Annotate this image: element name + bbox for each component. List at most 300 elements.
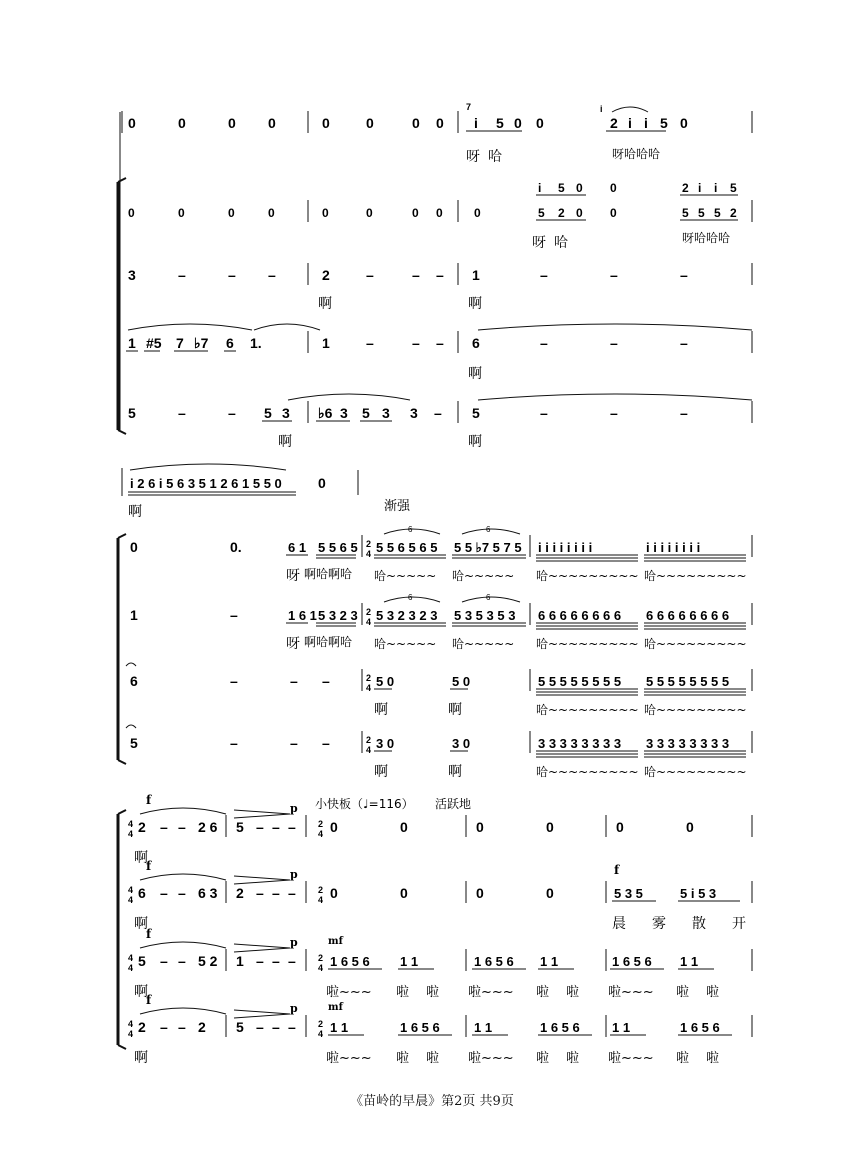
note: – bbox=[290, 673, 298, 689]
lyric: 啦~~~ bbox=[468, 985, 514, 1000]
note: – bbox=[610, 405, 618, 421]
lyric: 啊 bbox=[374, 702, 388, 718]
choir-brace-top bbox=[118, 178, 126, 182]
note: – bbox=[160, 953, 168, 969]
tie bbox=[254, 324, 320, 330]
note: 2 bbox=[610, 115, 618, 131]
note: 3 0 bbox=[376, 736, 395, 751]
time-sig-den: 4 bbox=[366, 549, 372, 559]
note: 1 1 bbox=[474, 1020, 493, 1035]
lyric: 啦~~~ bbox=[608, 1051, 654, 1066]
note: – bbox=[272, 1019, 280, 1035]
note: – bbox=[436, 335, 444, 351]
note: 0 bbox=[412, 115, 420, 131]
note: 1 6 5 6 bbox=[680, 1020, 720, 1035]
note: 5 bbox=[236, 1019, 244, 1035]
lyric: 啦 bbox=[566, 1051, 580, 1066]
time-sig-den: 4 bbox=[366, 745, 372, 755]
time-sig-num: 2 bbox=[318, 953, 324, 963]
decrescendo-hairpin bbox=[234, 944, 290, 948]
note: 5 bbox=[496, 115, 504, 131]
note: 5 2 bbox=[198, 953, 218, 969]
slur bbox=[140, 874, 226, 880]
lyric: 啊 bbox=[468, 434, 482, 450]
dynamic-p: p bbox=[290, 802, 298, 815]
note: 1 1 bbox=[400, 954, 419, 969]
note: 5 5 6 5 bbox=[318, 540, 358, 555]
crescendo-marking: 渐强 bbox=[384, 499, 411, 514]
note: – bbox=[230, 673, 238, 689]
tie bbox=[478, 394, 752, 400]
dynamic-p: p bbox=[290, 936, 298, 949]
note: 5 3 2 3 2 3 bbox=[376, 608, 438, 623]
note: 1 6 5 6 bbox=[474, 954, 514, 969]
note: – bbox=[290, 735, 298, 751]
time-sig-num: 4 bbox=[128, 885, 134, 895]
expression-marking: 活跃地 bbox=[435, 797, 472, 811]
slur bbox=[140, 1008, 226, 1014]
lyric: 啦 bbox=[396, 1051, 410, 1066]
note: 5 bbox=[558, 181, 565, 195]
note: #5 bbox=[146, 335, 162, 351]
dynamic-f: f bbox=[146, 859, 152, 873]
lyric: 啦~~~ bbox=[608, 985, 654, 1000]
note: 0 bbox=[128, 206, 135, 220]
note: i bbox=[628, 115, 632, 131]
note: – bbox=[610, 267, 618, 283]
note: 5 5 5 5 5 5 5 5 bbox=[538, 674, 622, 689]
lyric: 哈~~~~~~~~~ bbox=[536, 765, 639, 779]
lyric: 啦 bbox=[426, 985, 440, 1000]
decrescendo-hairpin bbox=[234, 1014, 290, 1018]
dynamic-mf: mf bbox=[328, 1002, 343, 1013]
lyric: 哈 bbox=[554, 235, 568, 251]
time-sig-den: 4 bbox=[318, 895, 324, 905]
note: 0 bbox=[576, 206, 583, 220]
note: 0 bbox=[366, 115, 374, 131]
note: 0 bbox=[366, 206, 373, 220]
tuplet-number: 6 bbox=[408, 593, 413, 602]
choir-brace-top bbox=[118, 534, 126, 538]
dynamic-f: f bbox=[146, 793, 152, 807]
lyric: 啊 bbox=[468, 366, 482, 382]
lyric: 啦 bbox=[676, 985, 690, 1000]
note: 0 bbox=[610, 181, 617, 195]
note: – bbox=[230, 607, 238, 623]
note: – bbox=[436, 267, 444, 283]
lyric: 啊 bbox=[134, 1050, 148, 1066]
note: 3 bbox=[340, 405, 348, 421]
note: 6 6 6 6 6 6 6 6 bbox=[646, 608, 730, 623]
lyric: 哈~~~~~ bbox=[452, 637, 515, 651]
time-sig-den: 4 bbox=[318, 1029, 324, 1039]
lyric: 啦 bbox=[706, 1051, 720, 1066]
lyric: 啊哈啊哈 bbox=[304, 567, 353, 581]
lyric: 哈~~~~~~~~~ bbox=[644, 637, 747, 651]
lyric: 啊 bbox=[134, 850, 148, 866]
note: 2 bbox=[138, 819, 146, 835]
tuplet-bracket bbox=[462, 597, 520, 602]
note: 0 bbox=[268, 115, 276, 131]
note: 1 6 5 6 bbox=[540, 1020, 580, 1035]
lyric: 啦~~~ bbox=[468, 1051, 514, 1066]
note: 0 bbox=[228, 115, 236, 131]
note: 0 bbox=[476, 819, 484, 835]
note: – bbox=[366, 267, 374, 283]
lyric: 哈~~~~~ bbox=[452, 569, 515, 583]
note: 5 bbox=[236, 819, 244, 835]
note: i i i i i i i i bbox=[646, 540, 701, 555]
note: 0 bbox=[400, 819, 408, 835]
note: – bbox=[288, 953, 296, 969]
note: 0. bbox=[230, 539, 242, 555]
lyric: 晨 bbox=[612, 916, 626, 932]
note: – bbox=[434, 405, 442, 421]
note: 2 bbox=[236, 885, 244, 901]
lyric: 哈~~~~~~~~~ bbox=[536, 703, 639, 717]
note: 0 bbox=[228, 206, 235, 220]
note: 5 3 5 bbox=[614, 886, 643, 901]
score-system-2 bbox=[118, 464, 752, 780]
slur bbox=[130, 464, 286, 470]
lyric: 啊 bbox=[448, 764, 462, 780]
lyric: 雾 bbox=[652, 916, 666, 932]
note: 1 1 bbox=[612, 1020, 631, 1035]
note: 0 bbox=[476, 885, 484, 901]
note: 0 bbox=[322, 115, 330, 131]
note: – bbox=[228, 267, 236, 283]
dynamic-f: f bbox=[614, 863, 620, 877]
lyric: 啦 bbox=[426, 1051, 440, 1066]
note: – bbox=[288, 885, 296, 901]
lyric: 啦 bbox=[396, 985, 410, 1000]
lyric: 哈~~~~~~~~~ bbox=[644, 765, 747, 779]
note: 0 bbox=[178, 115, 186, 131]
note: – bbox=[178, 267, 186, 283]
lyric: 哈~~~~~ bbox=[374, 637, 437, 651]
note: 0 bbox=[128, 115, 136, 131]
note: 1. bbox=[250, 335, 262, 351]
score-system-1 bbox=[118, 102, 752, 450]
time-sig-num: 2 bbox=[318, 885, 324, 895]
dynamic-mf: mf bbox=[328, 936, 343, 947]
note: 5 0 bbox=[376, 674, 395, 689]
note: 5 5 6 5 6 5 bbox=[376, 540, 438, 555]
note: 6 bbox=[226, 335, 234, 351]
decrescendo-hairpin bbox=[234, 880, 290, 884]
page-footer: 《苗岭的早晨》第2页 共9页 bbox=[350, 1094, 514, 1109]
note: 0 bbox=[178, 206, 185, 220]
lyric: 啊 bbox=[278, 434, 292, 450]
time-sig-den: 4 bbox=[128, 829, 134, 839]
note: – bbox=[178, 405, 186, 421]
note: 5 bbox=[128, 405, 136, 421]
note: – bbox=[288, 819, 296, 835]
note: – bbox=[540, 335, 548, 351]
note: 5 i 5 3 bbox=[680, 886, 717, 901]
dynamic-f: f bbox=[146, 993, 152, 1007]
note: 5 bbox=[714, 206, 721, 220]
note: 1 1 bbox=[330, 1020, 349, 1035]
note: 1 bbox=[472, 267, 480, 283]
note: i bbox=[474, 115, 478, 131]
lyric: 啊 bbox=[468, 296, 482, 312]
note: 2 bbox=[138, 1019, 146, 1035]
note: 0 bbox=[322, 206, 329, 220]
time-sig-den: 4 bbox=[318, 963, 324, 973]
time-sig-den: 4 bbox=[128, 963, 134, 973]
note: 0 bbox=[514, 115, 522, 131]
note: 5 bbox=[682, 206, 689, 220]
time-sig-den: 4 bbox=[128, 895, 134, 905]
time-sig-num: 2 bbox=[366, 607, 372, 617]
time-sig-den: 4 bbox=[128, 1029, 134, 1039]
note: 5 0 bbox=[452, 674, 471, 689]
note: 1 6 5 6 bbox=[400, 1020, 440, 1035]
lyric: 哈~~~~~~~~~ bbox=[644, 703, 747, 717]
note: 3 3 3 3 3 3 3 3 bbox=[538, 736, 622, 751]
note: 2 bbox=[730, 206, 737, 220]
choir-brace-bottom bbox=[118, 430, 126, 434]
note: 3 0 bbox=[452, 736, 471, 751]
time-sig-num: 2 bbox=[366, 673, 372, 683]
note: – bbox=[230, 735, 238, 751]
lyric: 啊哈啊哈 bbox=[304, 635, 353, 649]
note: 6 bbox=[130, 673, 138, 689]
lyric: 哈~~~~~~~~~ bbox=[536, 569, 639, 583]
note: 1 6 5 6 bbox=[330, 954, 370, 969]
note: 1 bbox=[322, 335, 330, 351]
time-sig-num: 2 bbox=[318, 1019, 324, 1029]
score-system-3 bbox=[118, 793, 752, 1066]
note: 3 3 3 3 3 3 3 3 bbox=[646, 736, 730, 751]
lyric: 呀哈哈哈 bbox=[682, 231, 731, 245]
note: – bbox=[680, 405, 688, 421]
note: 1 6 5 6 bbox=[612, 954, 652, 969]
note: 0 bbox=[436, 115, 444, 131]
note: 2 bbox=[322, 267, 330, 283]
lyric: 呀哈哈哈 bbox=[612, 147, 661, 161]
note: 6 3 bbox=[198, 885, 218, 901]
tie-in bbox=[126, 725, 136, 728]
time-sig-den: 4 bbox=[366, 617, 372, 627]
note: 6 bbox=[138, 885, 146, 901]
note: 5 bbox=[730, 181, 737, 195]
lyric: 开 bbox=[732, 916, 746, 932]
lyric: 啊 bbox=[128, 504, 142, 520]
note: – bbox=[680, 335, 688, 351]
note: 5 bbox=[130, 735, 138, 751]
note: – bbox=[272, 885, 280, 901]
tuplet-bracket bbox=[462, 529, 520, 534]
lyric: 啦 bbox=[536, 985, 550, 1000]
tuplet-number: 6 bbox=[486, 593, 491, 602]
note: 0 bbox=[546, 885, 554, 901]
note: 5 bbox=[138, 953, 146, 969]
note: 0 bbox=[686, 819, 694, 835]
note: – bbox=[412, 267, 420, 283]
note: 3 bbox=[382, 405, 390, 421]
time-sig-num: 2 bbox=[366, 735, 372, 745]
slur bbox=[128, 324, 252, 330]
time-sig-num: 4 bbox=[128, 819, 134, 829]
note: 0 bbox=[412, 206, 419, 220]
note: – bbox=[540, 405, 548, 421]
lyric: 呀 bbox=[532, 235, 546, 251]
lyric: 啦~~~ bbox=[326, 985, 372, 1000]
tempo-marking: 小快板（♩=116） bbox=[315, 797, 414, 811]
note: – bbox=[228, 405, 236, 421]
dynamic-p: p bbox=[290, 868, 298, 881]
lyric: 啦 bbox=[536, 1051, 550, 1066]
note: 0 bbox=[576, 181, 583, 195]
note: 3 bbox=[128, 267, 136, 283]
note: ♭6 bbox=[318, 405, 333, 421]
note: 5 bbox=[698, 206, 705, 220]
time-sig-num: 2 bbox=[366, 539, 372, 549]
note: 1 6 1 bbox=[288, 608, 317, 623]
dynamic-f: f bbox=[146, 927, 152, 941]
note: – bbox=[178, 953, 186, 969]
note: 3 bbox=[410, 405, 418, 421]
lyric: 呀 bbox=[466, 149, 480, 165]
note: – bbox=[540, 267, 548, 283]
lyric: 哈~~~~~ bbox=[374, 569, 437, 583]
note: – bbox=[160, 885, 168, 901]
lyric: 哈~~~~~~~~~ bbox=[644, 569, 747, 583]
note: 5 3 5 3 5 3 bbox=[454, 608, 516, 623]
note: – bbox=[256, 953, 264, 969]
lyric: 啊 bbox=[134, 916, 148, 932]
note: 5 bbox=[362, 405, 370, 421]
slur bbox=[140, 942, 226, 948]
note: 0 bbox=[330, 885, 338, 901]
note: – bbox=[160, 819, 168, 835]
note: – bbox=[256, 1019, 264, 1035]
slur bbox=[140, 808, 226, 814]
slur bbox=[612, 107, 648, 112]
note: 1 bbox=[236, 953, 244, 969]
grace-note: i bbox=[600, 104, 603, 114]
note: 5 bbox=[660, 115, 668, 131]
note: 5 bbox=[538, 206, 545, 220]
note: ♭7 bbox=[194, 335, 209, 351]
time-sig-den: 4 bbox=[366, 683, 372, 693]
decrescendo-hairpin bbox=[234, 948, 290, 952]
choir-brace-bottom bbox=[118, 760, 126, 764]
note: 3 bbox=[282, 405, 290, 421]
lyric: 啦~~~ bbox=[326, 1051, 372, 1066]
note: 0 bbox=[610, 206, 617, 220]
note: – bbox=[322, 673, 330, 689]
note: 6 6 6 6 6 6 6 6 bbox=[538, 608, 622, 623]
note: 0 bbox=[436, 206, 443, 220]
note: – bbox=[412, 335, 420, 351]
choir-brace-bottom bbox=[118, 1045, 126, 1049]
note: – bbox=[268, 267, 276, 283]
note: 0 bbox=[318, 475, 326, 491]
note: – bbox=[680, 267, 688, 283]
tuplet-number: 6 bbox=[408, 525, 413, 534]
lyric: 啦 bbox=[566, 985, 580, 1000]
note: – bbox=[366, 335, 374, 351]
decrescendo-hairpin bbox=[234, 876, 290, 880]
dynamic-p: p bbox=[290, 1002, 298, 1015]
note: 6 1 bbox=[288, 540, 307, 555]
note: 5 3 2 3 bbox=[318, 608, 358, 623]
lyric: 散 bbox=[692, 916, 706, 932]
note: – bbox=[256, 819, 264, 835]
note: 0 bbox=[400, 885, 408, 901]
note: 6 bbox=[472, 335, 480, 351]
note: – bbox=[288, 1019, 296, 1035]
decrescendo-hairpin bbox=[234, 810, 290, 814]
note: 0 bbox=[330, 819, 338, 835]
lyric: 啦 bbox=[706, 985, 720, 1000]
note: 0 bbox=[680, 115, 688, 131]
note: i bbox=[644, 115, 648, 131]
decrescendo-hairpin bbox=[234, 1010, 290, 1014]
note: – bbox=[322, 735, 330, 751]
note: – bbox=[178, 1019, 186, 1035]
note-run: i 2 6 i 5 6 3 5 1 2 6 1 5 5 0 bbox=[130, 476, 282, 491]
lyric: 啊 bbox=[318, 296, 332, 312]
note: i bbox=[698, 181, 702, 195]
note: 5 bbox=[264, 405, 272, 421]
decrescendo-hairpin bbox=[234, 814, 290, 818]
note: 1 bbox=[128, 335, 136, 351]
note: – bbox=[178, 819, 186, 835]
note: 2 bbox=[198, 1019, 206, 1035]
note: 2 bbox=[682, 181, 689, 195]
lyric: 啊 bbox=[374, 764, 388, 780]
slur bbox=[288, 394, 410, 400]
note: 0 bbox=[130, 539, 138, 555]
tie bbox=[478, 324, 752, 330]
time-sig-num: 4 bbox=[128, 953, 134, 963]
note: 2 bbox=[558, 206, 565, 220]
lyric: 呀 bbox=[286, 568, 300, 584]
note: – bbox=[610, 335, 618, 351]
time-sig-num: 4 bbox=[128, 1019, 134, 1029]
tie-in bbox=[126, 663, 136, 666]
note: 0 bbox=[474, 206, 481, 220]
note: 2 6 bbox=[198, 819, 218, 835]
note: 1 1 bbox=[680, 954, 699, 969]
note: – bbox=[256, 885, 264, 901]
note: – bbox=[272, 953, 280, 969]
note: – bbox=[272, 819, 280, 835]
choir-brace-top bbox=[118, 810, 126, 814]
note: – bbox=[178, 885, 186, 901]
note: – bbox=[160, 1019, 168, 1035]
lyric: 啦 bbox=[676, 1051, 690, 1066]
note: 0 bbox=[616, 819, 624, 835]
note: 1 bbox=[130, 607, 138, 623]
time-sig-num: 2 bbox=[318, 819, 324, 829]
note: 5 5 ♭7 5 7 5 bbox=[454, 540, 522, 555]
time-sig-den: 4 bbox=[318, 829, 324, 839]
lyric: 哈 bbox=[488, 149, 502, 165]
note: i i i i i i i i bbox=[538, 540, 593, 555]
lyric: 哈~~~~~~~~~ bbox=[536, 637, 639, 651]
tuplet-number: 6 bbox=[486, 525, 491, 534]
note: 1 1 bbox=[540, 954, 559, 969]
note: i bbox=[714, 181, 718, 195]
lyric: 呀 bbox=[286, 636, 300, 652]
note: 5 5 5 5 5 5 5 5 bbox=[646, 674, 730, 689]
note: 0 bbox=[536, 115, 544, 131]
